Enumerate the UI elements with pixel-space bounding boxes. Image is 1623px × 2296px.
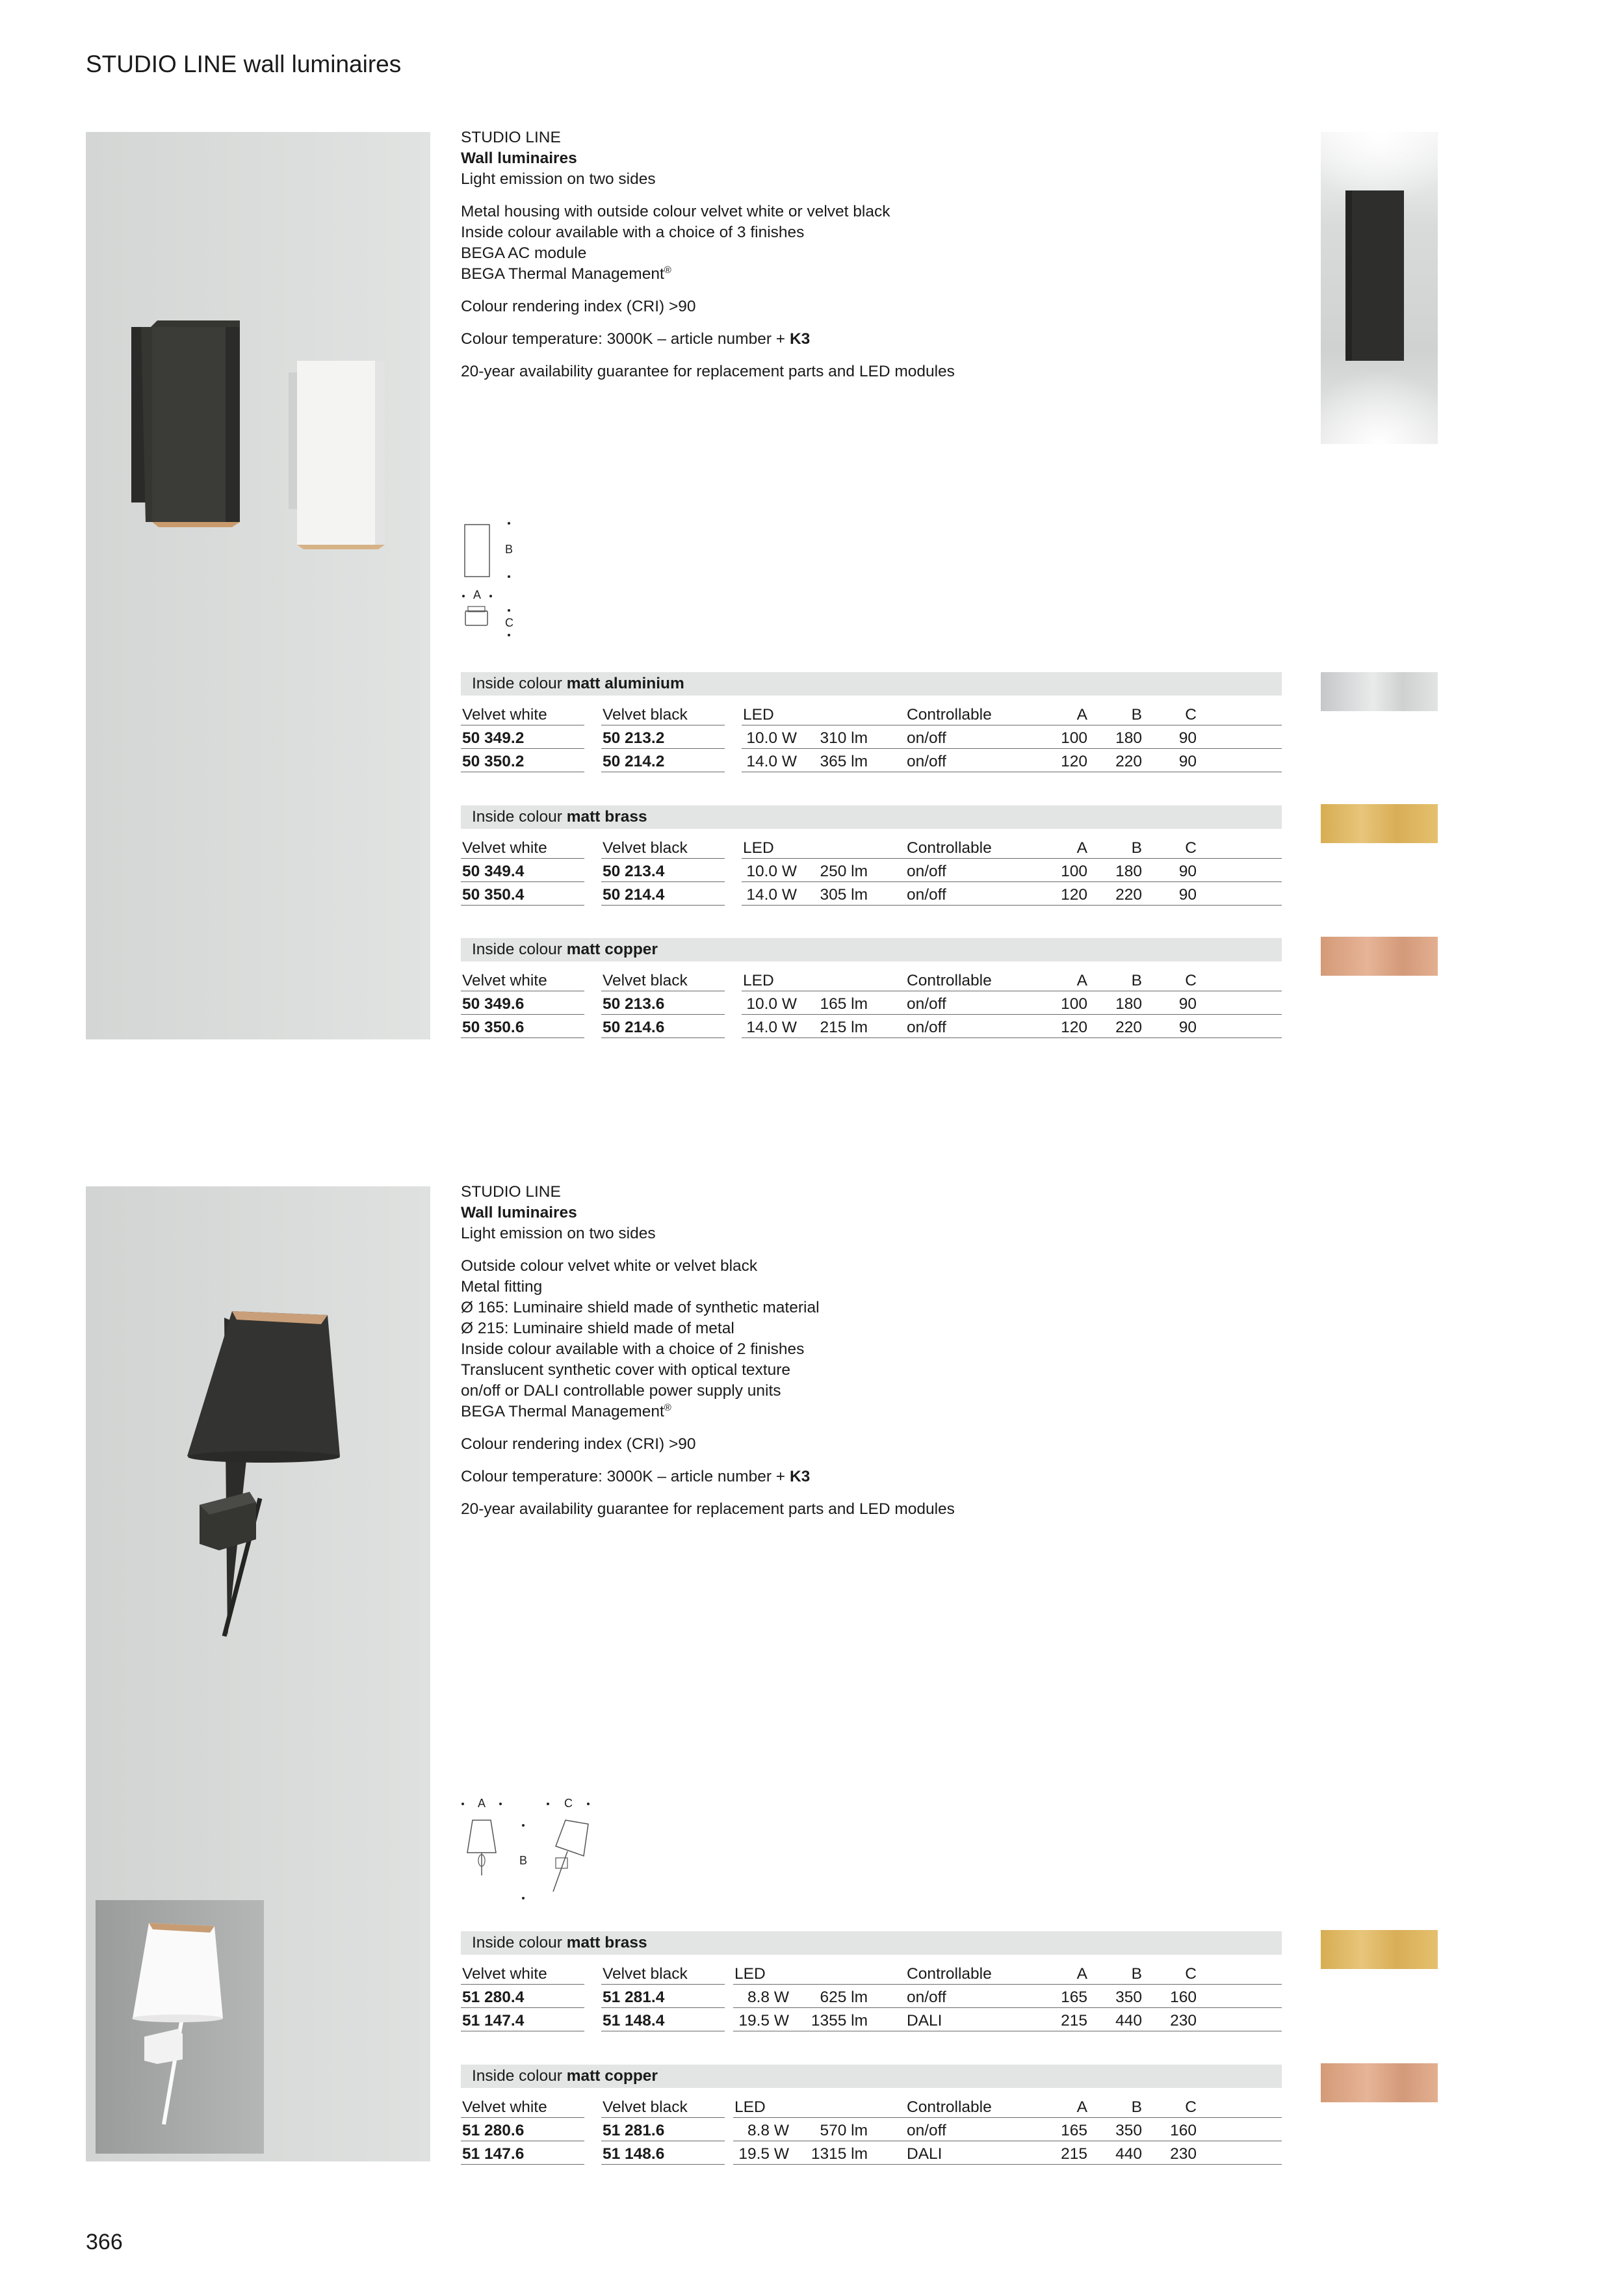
column-header-b: B — [1131, 839, 1142, 857]
article-number-velvet-white: 50 350.2 — [462, 753, 525, 770]
article-number-velvet-black: 50 213.6 — [603, 995, 665, 1013]
product2-dimension-diagram — [458, 1794, 601, 1905]
product2-emission: Light emission on two sides — [461, 1225, 656, 1242]
dimension-a: 120 — [1061, 753, 1087, 770]
article-number-velvet-black: 50 213.4 — [603, 863, 665, 880]
controllable-type: on/off — [907, 1989, 946, 2006]
dimension-c: 160 — [1170, 2122, 1197, 2139]
inside-colour-header: Inside colour matt copper — [461, 938, 1282, 961]
column-header-led: LED — [734, 2098, 766, 2116]
table-row — [461, 1015, 1282, 1038]
table-row — [461, 2141, 1282, 2165]
dimension-label-a: A — [478, 1797, 486, 1810]
dimension-a: 165 — [1061, 1989, 1087, 2006]
product2-feature: Translucent synthetic cover with optical texture — [461, 1361, 791, 1379]
led-wattage: 10.0 W — [746, 863, 797, 880]
led-wattage: 19.5 W — [738, 2012, 789, 2029]
column-header-velvet-white: Velvet white — [462, 2098, 547, 2116]
product2-colour-temperature: Colour temperature: 3000K – article number + K3 — [461, 1468, 811, 1485]
column-header-a: A — [1076, 1965, 1087, 1983]
article-number-velvet-white: 51 147.4 — [462, 2012, 525, 2029]
column-header-velvet-white: Velvet white — [462, 1965, 547, 1983]
page-title: STUDIO LINE wall luminaires — [86, 51, 402, 77]
led-lumen: 165 lm — [820, 995, 868, 1013]
column-header-velvet-black: Velvet black — [603, 706, 688, 724]
column-header-a: A — [1076, 839, 1087, 857]
article-number-velvet-white: 50 349.4 — [462, 863, 525, 880]
led-lumen: 570 lm — [820, 2122, 868, 2139]
column-header-controllable: Controllable — [907, 1965, 992, 1983]
dimension-c: 90 — [1178, 886, 1197, 904]
dimension-a: 120 — [1061, 886, 1087, 904]
page-number: 366 — [86, 2230, 123, 2254]
product2-white-variant-photo — [96, 1900, 264, 2154]
row-divider — [461, 1037, 584, 1038]
dimension-a: 100 — [1061, 729, 1087, 747]
table-row — [461, 2008, 1282, 2031]
product2-description — [461, 1182, 1241, 1520]
column-header-velvet-white: Velvet white — [462, 839, 547, 857]
article-number-velvet-black: 50 213.2 — [603, 729, 665, 747]
led-wattage: 14.0 W — [746, 886, 797, 904]
controllable-type: on/off — [907, 753, 946, 770]
registered-mark: ® — [664, 1402, 671, 1413]
dimension-c: 230 — [1170, 2145, 1197, 2163]
row-divider — [733, 2164, 1282, 2165]
product1-cri: Colour rendering index (CRI) >90 — [461, 298, 696, 315]
article-number-velvet-white: 50 350.4 — [462, 886, 525, 904]
column-header-controllable: Controllable — [907, 706, 992, 724]
column-header-velvet-white: Velvet white — [462, 706, 547, 724]
led-lumen: 250 lm — [820, 863, 868, 880]
led-lumen: 365 lm — [820, 753, 868, 770]
wall-luminaire-illustration — [86, 132, 430, 1039]
registered-mark: ® — [664, 264, 671, 276]
dimension-a: 100 — [1061, 863, 1087, 880]
table-row — [461, 2118, 1282, 2141]
led-wattage: 19.5 W — [738, 2145, 789, 2163]
table-row — [461, 991, 1282, 1015]
controllable-type: on/off — [907, 863, 946, 880]
led-wattage: 10.0 W — [746, 729, 797, 747]
dimension-b: 180 — [1115, 995, 1142, 1013]
dimension-label-c: C — [505, 616, 513, 629]
row-divider — [742, 905, 1282, 906]
dimension-drawing-icon — [460, 517, 525, 640]
dimension-b: 440 — [1115, 2145, 1142, 2163]
column-header-b: B — [1131, 2098, 1142, 2116]
column-header-a: A — [1076, 706, 1087, 724]
product2-feature: Ø 165: Luminaire shield made of synthetic material — [461, 1299, 820, 1316]
product1-guarantee: 20-year availability guarantee for replacement parts and LED modules — [461, 363, 955, 380]
product2-feature: Ø 215: Luminaire shield made of metal — [461, 1320, 734, 1337]
dimension-a: 215 — [1061, 2145, 1087, 2163]
led-lumen: 310 lm — [820, 729, 868, 747]
inside-colour-header: Inside colour matt brass — [461, 1931, 1282, 1955]
article-number-velvet-black: 50 214.6 — [603, 1019, 665, 1036]
table-header-row — [461, 1961, 1282, 1985]
article-number-velvet-black: 51 281.4 — [603, 1989, 665, 2006]
controllable-type: on/off — [907, 1019, 946, 1036]
row-divider — [601, 1037, 725, 1038]
table-row — [461, 882, 1282, 906]
inside-colour-header: Inside colour matt brass — [461, 805, 1282, 829]
article-number-velvet-white: 50 349.2 — [462, 729, 525, 747]
led-wattage: 8.8 W — [747, 1989, 789, 2006]
dimension-b: 220 — [1115, 886, 1142, 904]
product2-guarantee: 20-year availability guarantee for replacement parts and LED modules — [461, 1500, 955, 1518]
led-lumen: 625 lm — [820, 1989, 868, 2006]
article-number-velvet-white: 50 350.6 — [462, 1019, 525, 1036]
table-header-row — [461, 702, 1282, 725]
dimension-c: 90 — [1178, 1019, 1197, 1036]
controllable-type: on/off — [907, 886, 946, 904]
product2-feature: on/off or DALI controllable power supply units — [461, 1382, 781, 1400]
dimension-b: 180 — [1115, 863, 1142, 880]
controllable-type: DALI — [907, 2145, 942, 2163]
column-header-a: A — [1076, 2098, 1087, 2116]
product2-feature: Outside colour velvet white or velvet black — [461, 1257, 758, 1275]
led-wattage: 14.0 W — [746, 753, 797, 770]
dimension-drawing-icon — [458, 1794, 601, 1905]
table-row — [461, 725, 1282, 749]
article-number-velvet-black: 51 148.6 — [603, 2145, 665, 2163]
row-divider — [601, 905, 725, 906]
column-header-c: C — [1185, 706, 1197, 724]
article-number-velvet-black: 50 214.2 — [603, 753, 665, 770]
product2-feature: Inside colour available with a choice of 2 finishes — [461, 1340, 805, 1358]
row-divider — [601, 2164, 725, 2165]
table-row — [461, 1985, 1282, 2008]
matt-copper-swatch — [1321, 2063, 1438, 2102]
controllable-type: DALI — [907, 2012, 942, 2029]
dimension-c: 160 — [1170, 1989, 1197, 2006]
led-wattage: 10.0 W — [746, 995, 797, 1013]
product2-type: Wall luminaires — [461, 1204, 577, 1221]
column-header-c: C — [1185, 839, 1197, 857]
product1-variant-table — [461, 938, 1282, 1038]
column-header-a: A — [1076, 972, 1087, 989]
dimension-label-b: B — [519, 1854, 528, 1867]
article-number-velvet-black: 51 148.4 — [603, 2012, 665, 2029]
column-header-b: B — [1131, 1965, 1142, 1983]
column-header-c: C — [1185, 972, 1197, 989]
article-number-velvet-black: 51 281.6 — [603, 2122, 665, 2139]
product2-variant-table — [461, 2065, 1282, 2165]
dimension-c: 90 — [1178, 753, 1197, 770]
dimension-a: 100 — [1061, 995, 1087, 1013]
matt-brass-swatch — [1321, 1930, 1438, 1969]
column-header-b: B — [1131, 972, 1142, 989]
dimension-label-c: C — [564, 1797, 573, 1810]
table-header-row — [461, 968, 1282, 991]
article-number-velvet-white: 51 280.6 — [462, 2122, 525, 2139]
dimension-b: 220 — [1115, 1019, 1142, 1036]
column-header-controllable: Controllable — [907, 839, 992, 857]
inside-colour-header: Inside colour matt aluminium — [461, 672, 1282, 696]
led-wattage: 8.8 W — [747, 2122, 789, 2139]
column-header-led: LED — [743, 839, 774, 857]
controllable-type: on/off — [907, 2122, 946, 2139]
product1-series: STUDIO LINE — [461, 129, 561, 146]
dimension-c: 90 — [1178, 863, 1197, 880]
product2-series: STUDIO LINE — [461, 1183, 561, 1201]
controllable-type: on/off — [907, 995, 946, 1013]
matt-brass-swatch — [1321, 804, 1438, 843]
product1-dimension-diagram — [460, 517, 525, 640]
dimension-b: 350 — [1115, 2122, 1142, 2139]
column-header-velvet-white: Velvet white — [462, 972, 547, 989]
table-header-row — [461, 2094, 1282, 2118]
column-header-velvet-black: Velvet black — [603, 2098, 688, 2116]
dimension-label-a: A — [473, 588, 482, 601]
dimension-c: 230 — [1170, 2012, 1197, 2029]
dimension-b: 180 — [1115, 729, 1142, 747]
dimension-a: 120 — [1061, 1019, 1087, 1036]
product1-variant-table — [461, 805, 1282, 906]
led-wattage: 14.0 W — [746, 1019, 797, 1036]
column-header-led: LED — [734, 1965, 766, 1983]
column-header-controllable: Controllable — [907, 972, 992, 989]
product1-feature: Metal housing with outside colour velvet white or velvet black — [461, 203, 890, 220]
led-lumen: 215 lm — [820, 1019, 868, 1036]
table-row — [461, 749, 1282, 772]
product1-feature: BEGA Thermal Management® — [461, 264, 671, 283]
product2-cri: Colour rendering index (CRI) >90 — [461, 1435, 696, 1453]
product1-description — [461, 127, 1241, 382]
led-lumen: 1355 lm — [811, 2012, 868, 2029]
column-header-b: B — [1131, 706, 1142, 724]
product1-feature: Inside colour available with a choice of 3 finishes — [461, 224, 805, 241]
table-row — [461, 859, 1282, 882]
row-divider — [461, 905, 584, 906]
product2-feature: BEGA Thermal Management® — [461, 1402, 671, 1420]
controllable-type: on/off — [907, 729, 946, 747]
column-header-led: LED — [743, 706, 774, 724]
column-header-velvet-black: Velvet black — [603, 972, 688, 989]
led-lumen: 305 lm — [820, 886, 868, 904]
column-header-c: C — [1185, 2098, 1197, 2116]
article-number-velvet-white: 51 280.4 — [462, 1989, 525, 2006]
dimension-b: 220 — [1115, 753, 1142, 770]
dimension-a: 165 — [1061, 2122, 1087, 2139]
dimension-c: 90 — [1178, 995, 1197, 1013]
dimension-b: 350 — [1115, 1989, 1142, 2006]
inside-colour-header: Inside colour matt copper — [461, 2065, 1282, 2088]
column-header-controllable: Controllable — [907, 2098, 992, 2116]
table-header-row — [461, 835, 1282, 859]
product2-feature: Metal fitting — [461, 1278, 543, 1296]
matt-aluminium-swatch — [1321, 672, 1438, 711]
column-header-c: C — [1185, 1965, 1197, 1983]
article-number-velvet-white: 51 147.6 — [462, 2145, 525, 2163]
row-divider — [742, 1037, 1282, 1038]
row-divider — [461, 2164, 584, 2165]
column-header-led: LED — [743, 972, 774, 989]
product1-colour-temperature: Colour temperature: 3000K – article number + K3 — [461, 330, 811, 348]
product1-feature: BEGA AC module — [461, 244, 587, 262]
matt-copper-swatch — [1321, 937, 1438, 976]
product1-light-effect-photo — [1321, 132, 1438, 444]
article-number-velvet-white: 50 349.6 — [462, 995, 525, 1013]
dimension-a: 215 — [1061, 2012, 1087, 2029]
led-lumen: 1315 lm — [811, 2145, 868, 2163]
product1-emission: Light emission on two sides — [461, 170, 656, 188]
dimension-b: 440 — [1115, 2012, 1142, 2029]
product1-type: Wall luminaires — [461, 150, 577, 167]
product2-variant-table — [461, 1931, 1282, 2031]
column-header-velvet-black: Velvet black — [603, 839, 688, 857]
article-number-velvet-black: 50 214.4 — [603, 886, 665, 904]
product1-variant-table — [461, 672, 1282, 772]
dimension-label-b: B — [505, 543, 513, 556]
product1-photo — [86, 132, 430, 1039]
column-header-velvet-black: Velvet black — [603, 1965, 688, 1983]
dimension-c: 90 — [1178, 729, 1197, 747]
